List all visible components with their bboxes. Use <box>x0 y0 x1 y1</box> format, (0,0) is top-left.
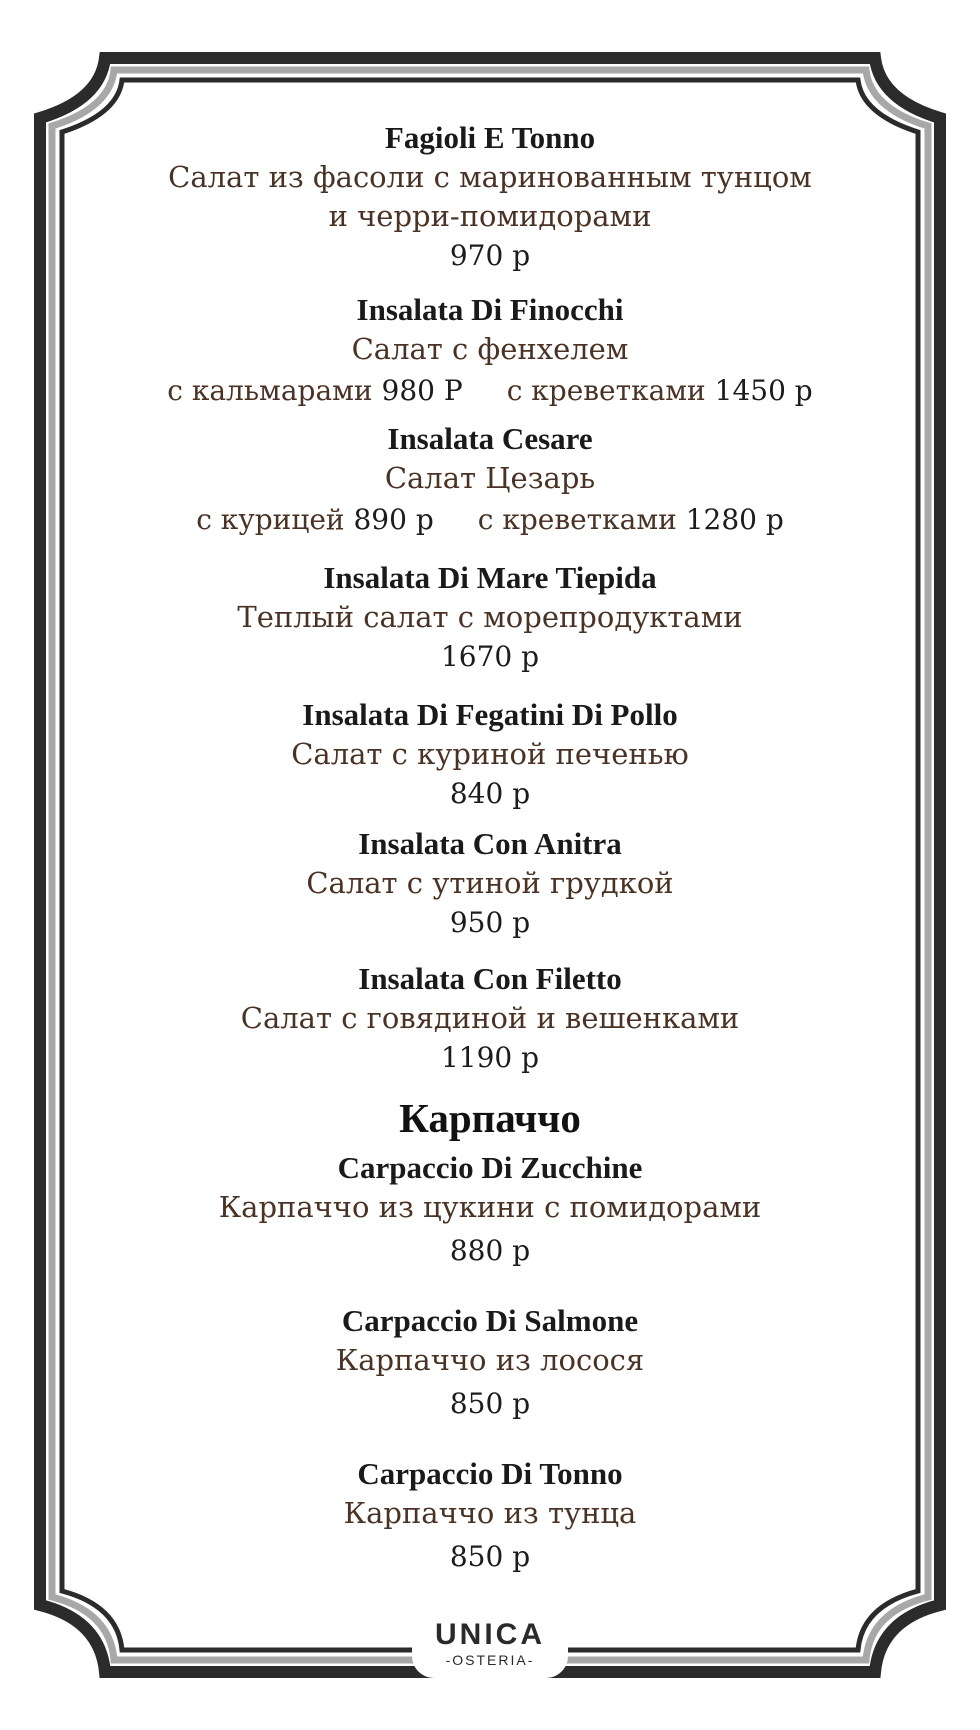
item-name: Insalata Con Anitra <box>358 826 622 861</box>
item-description: Салат Цезарь <box>384 461 596 495</box>
menu-item <box>80 695 900 814</box>
item-description: Салат с куриной печенью <box>291 737 689 771</box>
item-name: Insalata Con Filetto <box>358 961 622 996</box>
item-price: 850 р <box>449 1387 531 1420</box>
item-name: Insalata Di Fegatini Di Pollo <box>302 697 678 732</box>
section-title-carpaccio: Карпаччо <box>399 1095 581 1141</box>
item-name: Carpaccio Di Salmone <box>341 1303 639 1338</box>
item-name: Insalata Di Mare Tiepida <box>323 560 657 595</box>
item-price: 880 р <box>449 1234 531 1267</box>
variant <box>507 369 813 413</box>
variant-price: 890 р <box>353 503 434 536</box>
variant-price: 980 Р <box>381 374 463 407</box>
menu-item <box>80 419 900 542</box>
menu-item <box>80 558 900 677</box>
menu-item <box>80 824 900 943</box>
item-description: Салат из фасоли с маринованным тунцом <box>168 160 812 194</box>
item-description: Салат с говядиной и вешенками <box>240 1001 740 1035</box>
variant-price: 1280 р <box>685 503 784 536</box>
logo-brand: UNICA <box>435 1618 545 1651</box>
menu-item <box>80 1148 900 1271</box>
variant-label: с креветками <box>506 374 706 407</box>
item-description: и черри-помидорами <box>328 199 652 233</box>
item-name: Fagioli E Tonno <box>384 120 596 155</box>
logo-subtitle: -OSTERIA- <box>445 1652 535 1668</box>
item-variants <box>80 369 900 413</box>
variant-label: с курицей <box>196 503 345 536</box>
variant <box>478 498 784 542</box>
salad-list <box>80 118 900 1078</box>
menu-item <box>80 1454 900 1577</box>
menu-item <box>80 1301 900 1424</box>
item-description: Карпаччо из тунца <box>343 1496 637 1530</box>
carpaccio-list <box>80 1148 900 1577</box>
item-price: 1190 р <box>440 1041 540 1074</box>
item-description: Теплый салат с морепродуктами <box>237 600 743 634</box>
item-price: 840 р <box>449 777 531 810</box>
menu-item <box>80 290 900 413</box>
item-variants <box>80 498 900 542</box>
variant-label: с креветками <box>477 503 677 536</box>
item-price: 850 р <box>449 1540 531 1573</box>
item-description: Салат с утиной грудкой <box>306 866 674 900</box>
item-price: 1670 р <box>440 640 540 673</box>
menu-item <box>80 118 900 276</box>
variant-price: 1450 р <box>714 374 813 407</box>
item-name: Carpaccio Di Tonno <box>357 1456 623 1491</box>
menu-item <box>80 959 900 1078</box>
item-name: Insalata Cesare <box>387 421 593 456</box>
item-description: Салат с фенхелем <box>351 332 629 366</box>
item-price: 970 р <box>449 239 531 272</box>
logo <box>415 1618 565 1678</box>
item-price: 950 р <box>449 906 531 939</box>
variant <box>167 369 462 413</box>
variant-label: с кальмарами <box>167 374 373 407</box>
item-name: Carpaccio Di Zucchine <box>337 1150 643 1185</box>
item-description: Карпаччо из цукини с помидорами <box>218 1190 762 1224</box>
item-name: Insalata Di Finocchi <box>356 292 624 327</box>
item-description: Карпаччо из лосося <box>335 1343 645 1377</box>
menu-page <box>80 118 900 1577</box>
variant <box>196 498 434 542</box>
